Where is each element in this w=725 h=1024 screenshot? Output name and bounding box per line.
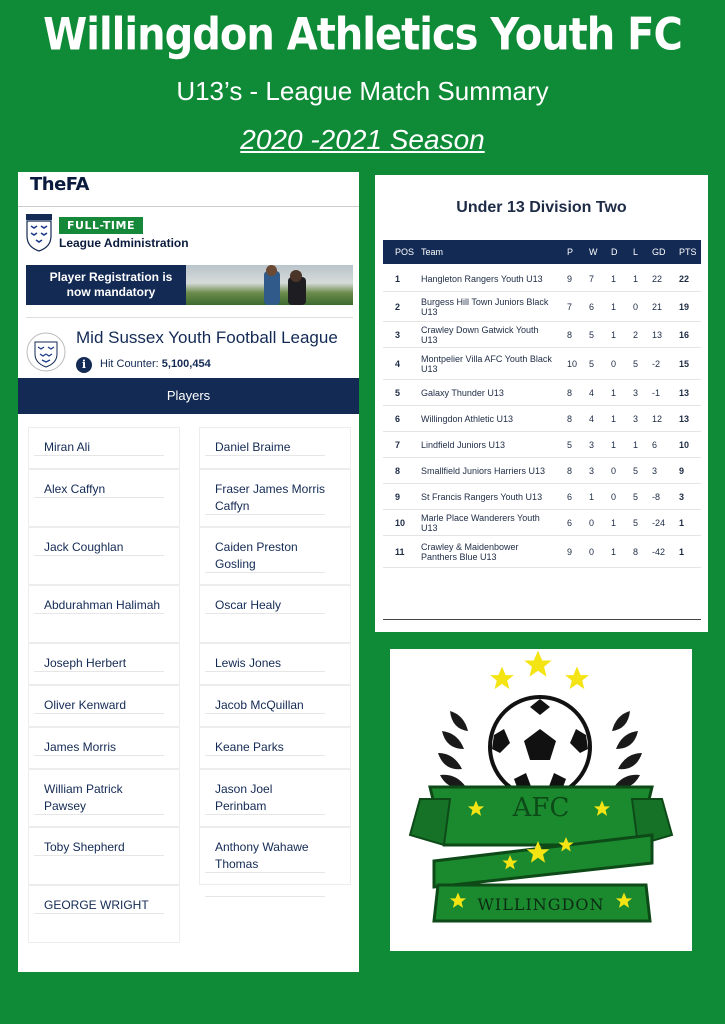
team-name: Crawley Down Gatwick Youth U13 (421, 325, 539, 345)
table-cell: 5 (633, 518, 639, 528)
table-cell: 2 (633, 330, 639, 340)
table-cell: 0 (611, 359, 617, 369)
table-row[interactable] (383, 484, 701, 510)
table-cell: 1 (633, 440, 639, 450)
table-cell: 2 (395, 302, 401, 312)
team-name: Montpelier Villa AFC Youth Black U13 (421, 354, 552, 374)
table-cell: 9 (395, 492, 401, 502)
table-cell: 3 (633, 414, 639, 424)
season-label: 2020 -2021 Season (240, 124, 485, 155)
table-cell: 11 (395, 547, 405, 557)
table-row[interactable] (383, 266, 701, 292)
player-name[interactable]: Caiden Preston Gosling (205, 539, 325, 573)
table-cell: 8 (567, 466, 573, 476)
player-name[interactable]: Toby Shepherd (34, 839, 164, 856)
table-cell: 5 (633, 359, 639, 369)
table-cell: 1 (679, 518, 685, 528)
table-cell: 10 (567, 359, 578, 369)
hit-counter (100, 358, 211, 370)
table-row[interactable] (383, 536, 701, 568)
club-logo (390, 649, 692, 951)
table-cell: 5 (589, 330, 595, 340)
table-cell: 13 (652, 330, 663, 340)
table-cell: 16 (679, 330, 690, 340)
table-cell: 4 (589, 414, 595, 424)
table-cell: 1 (611, 302, 617, 312)
table-cell: 13 (679, 414, 690, 424)
star-icon (565, 667, 589, 690)
column-header[interactable]: Team (421, 247, 444, 257)
table-cell: 0 (633, 302, 639, 312)
table-cell: 1 (679, 547, 685, 557)
player-name[interactable]: Miran Ali (34, 439, 164, 456)
page-subtitle: U13’s - League Match Summary (176, 76, 549, 106)
table-row[interactable] (383, 348, 701, 380)
hit-counter-label: Hit Counter: (100, 358, 159, 370)
table-cell: -2 (652, 359, 661, 369)
player-name[interactable]: Jason Joel Perinbam (205, 781, 325, 815)
table-cell: 6 (395, 414, 401, 424)
table-cell: 8 (567, 330, 573, 340)
table-cell: 12 (652, 414, 663, 424)
table-cell: -42 (652, 547, 666, 557)
table-cell: 1 (611, 388, 617, 398)
table-cell: 1 (611, 274, 617, 284)
table-row[interactable] (383, 432, 701, 458)
table-cell: 1 (611, 440, 617, 450)
table-cell: 0 (589, 518, 595, 528)
star-icon (524, 651, 552, 677)
table-row[interactable] (383, 380, 701, 406)
logo-top-text: AFC (512, 793, 570, 823)
table-cell: 7 (395, 440, 401, 450)
logo-bottom-text: WILLINGDON (477, 895, 605, 914)
table-cell: 1 (611, 518, 617, 528)
table-cell: 0 (611, 466, 617, 476)
page-title: Willingdon Athletics Youth FC (43, 9, 682, 61)
table-cell: 8 (395, 466, 401, 476)
player-name[interactable]: Anthony Wahawe Thomas (205, 839, 325, 873)
table-cell: 9 (567, 547, 573, 557)
player-cell (28, 827, 180, 885)
column-header[interactable]: W (589, 247, 598, 257)
table-cell: 3 (589, 440, 595, 450)
player-cell (28, 585, 180, 643)
player-name[interactable]: William Patrick Pawsey (34, 781, 164, 815)
player-name[interactable]: Keane Parks (205, 739, 325, 756)
table-cell: 3 (679, 492, 685, 502)
table-title: Under 13 Division Two (456, 199, 627, 216)
player-name[interactable]: GEORGE WRIGHT (34, 897, 164, 914)
table-cell: -8 (652, 492, 661, 502)
column-header[interactable]: GD (652, 247, 666, 257)
team-name: Galaxy Thunder U13 (421, 388, 504, 398)
team-name: Willingdon Athletic U13 (421, 414, 514, 424)
league-crest-icon (26, 330, 66, 374)
table-cell: 4 (589, 388, 595, 398)
team-name: Crawley & Maidenbower Panthers Blue U13 (421, 542, 519, 562)
table-cell: 5 (395, 388, 401, 398)
column-header[interactable]: P (567, 247, 574, 257)
team-name: St Francis Rangers Youth U13 (421, 492, 543, 502)
divider (18, 206, 359, 207)
table-cell: 0 (589, 547, 595, 557)
player-name[interactable]: Lewis Jones (205, 655, 325, 672)
divider (383, 619, 701, 620)
table-cell: 9 (679, 466, 685, 476)
player-name[interactable]: Abdurahman Halimah (34, 597, 164, 614)
table-cell: 9 (567, 274, 573, 284)
column-header[interactable]: POS (395, 247, 415, 257)
divider (26, 317, 353, 318)
team-name: Lindfield Juniors U13 (421, 440, 506, 450)
player-name[interactable]: Daniel Braime (205, 439, 325, 456)
player-cell (199, 585, 351, 643)
table-cell: 21 (652, 302, 663, 312)
player-cell (28, 885, 180, 943)
table-row[interactable] (383, 458, 701, 484)
column-header[interactable]: PTS (679, 247, 697, 257)
table-cell: 13 (679, 388, 690, 398)
team-name: Marle Place Wanderers Youth U13 (421, 513, 540, 533)
table-cell: 7 (567, 302, 573, 312)
table-cell: 19 (679, 302, 690, 312)
table-cell: 4 (395, 359, 401, 369)
team-name: Smallfield Juniors Harriers U13 (421, 466, 546, 476)
the-fa-logo: TheFA (30, 174, 89, 195)
table-cell: 8 (567, 414, 573, 424)
table-cell: 10 (679, 440, 690, 450)
afc-willingdon-crest-icon (390, 649, 692, 951)
table-header (383, 240, 701, 264)
table-cell: 1 (633, 274, 639, 284)
hit-counter-value: 5,100,454 (161, 358, 211, 370)
table-cell: 5 (567, 440, 573, 450)
player-registration-banner[interactable] (26, 265, 353, 305)
player-name[interactable]: Jack Coughlan (34, 539, 164, 556)
fa-crest-icon (26, 214, 52, 252)
team-name: Burgess Hill Town Juniors Black U13 (421, 297, 549, 317)
table-cell: -1 (652, 388, 661, 398)
table-cell: 3 (395, 330, 401, 340)
table-row[interactable] (383, 322, 701, 348)
player-name[interactable]: James Morris (34, 739, 164, 756)
table-cell: 5 (589, 359, 595, 369)
player-name[interactable]: Oliver Kenward (34, 697, 164, 714)
star-icon (490, 667, 514, 690)
table-cell: 5 (633, 492, 639, 502)
table-cell: 1 (611, 330, 617, 340)
player-cell (28, 469, 180, 527)
table-cell: 3 (652, 466, 658, 476)
player-name[interactable]: Jacob McQuillan (205, 697, 325, 714)
player-cell (28, 527, 180, 585)
table-cell: 6 (567, 518, 573, 528)
table-cell: 8 (633, 547, 639, 557)
table-cell: 1 (611, 414, 617, 424)
banner-text: Player Registration is now mandatory (49, 270, 173, 299)
table-cell: 6 (652, 440, 658, 450)
table-cell: 22 (679, 274, 690, 284)
column-header[interactable]: L (633, 247, 639, 257)
table-cell: 1 (395, 274, 401, 284)
full-time-badge: FULL-TIME (59, 217, 143, 234)
table-row[interactable] (383, 510, 701, 536)
banner-photo (186, 265, 353, 305)
player-name[interactable]: Fraser James Morris Caffyn (205, 481, 325, 515)
player-name[interactable]: Oscar Healy (205, 597, 325, 614)
table-cell: 1 (589, 492, 595, 502)
league-table-panel (375, 175, 708, 632)
table-cell: 1 (611, 547, 617, 557)
table-cell: 15 (679, 359, 690, 369)
fa-players-panel (18, 172, 359, 972)
table-cell: -24 (652, 518, 666, 528)
table-cell: 6 (567, 492, 573, 502)
info-icon[interactable]: i (76, 357, 92, 373)
team-name: Hangleton Rangers Youth U13 (421, 274, 543, 284)
table-row[interactable] (383, 406, 701, 432)
player-name[interactable]: Alex Caffyn (34, 481, 164, 498)
table-cell: 10 (395, 518, 406, 528)
table-row[interactable] (383, 292, 701, 322)
league-name: Mid Sussex Youth Football League (76, 328, 338, 347)
table-cell: 6 (589, 302, 595, 312)
column-header[interactable]: D (611, 247, 618, 257)
player-name[interactable]: Joseph Herbert (34, 655, 164, 672)
table-cell: 3 (589, 466, 595, 476)
table-cell: 5 (633, 466, 639, 476)
players-heading: Players (18, 378, 359, 414)
table-cell: 22 (652, 274, 663, 284)
table-cell: 7 (589, 274, 595, 284)
table-cell: 8 (567, 388, 573, 398)
full-time-subtitle: League Administration (59, 236, 189, 250)
table-cell: 3 (633, 388, 639, 398)
table-cell: 0 (611, 492, 617, 502)
